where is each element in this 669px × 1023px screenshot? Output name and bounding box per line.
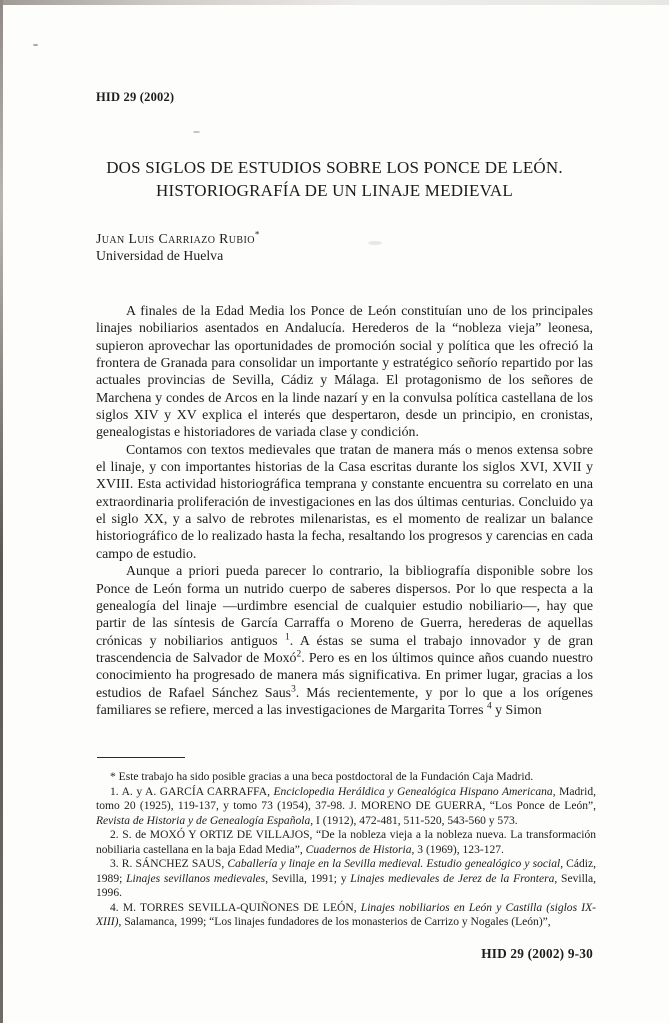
footnote-1: 1. A. y A. GARCÍA CARRAFFA, Enciclopedia Heráldica y Genealógica Hispano Americana, Madrid, tomo 20 (1925), 119-137, y tomo 73 (1954), 37-98. J. MORENO DE GUERRA, “Los Ponce de León”, Revista de Historia y de Genealogía Española, I (1912), 472-481, 511-520, 543-560 y 573. [96,785,596,827]
footnote-4: 4. M. TORRES SEVILLA-QUIÑONES DE LEÓN, Linajes nobiliarios en León y Castilla (siglos IX-XIII), Salamanca, 1999; “Los linajes fundadores de los monasterios de Carrizo y Nogales (León)”, [96,901,596,929]
scan-artifact [33,44,38,46]
body-paragraph-3: Aunque a priori pueda parecer lo contrario, la bibliografía disponible sobre los Ponce de León forma un nutrido cuerpo de saberes dispersos. Por lo que respecta a la genealogía del linaje —urdimbre esencial de cualquier estudio nobiliario—, hay que partir de las síntesis de García Carraffa o Moreno de Guerra, herederas de aquellas crónicas y nobiliarios antiguos $^1$. A éstas se suma el trabajo innovador y de gran trascendencia de Salvador de Moxó$^2$. Pero es en los últimos quince años cuando nuestro conocimiento ha progresado de manera más significativa. En primer lugar, gracias a los estudios de Rafael Sánchez Saus$^3$. Más recientemente, y por lo que a los orígenes familiares se refiere, merced a las investigaciones de Margarita Torres $^4$ y Simon [96,563,594,717]
page-footer: HID 29 (2002) 9-30 [481,946,593,961]
author-name [96,231,260,248]
author-affiliation: Universidad de Huelva [96,247,224,263]
footnotes-block [96,770,596,930]
scan-edge-top [0,0,669,5]
footnote-2: 2. S. de MOXÓ Y ORTIZ DE VILLAJOS, “De la nobleza vieja a la nobleza nueva. La transformación nobiliaria castellana en la baja Edad Media”, Cuadernos de Historia, 3 (1969), 123-127. [96,829,596,856]
body-paragraph-2: Contamos con textos medievales que tratan de manera más o menos extensa sobre el linaje, y con importantes historias de la Casa escritas durante los siglos XVI, XVII y XVIII. Esta actividad historiográfica temprana y constante encuentra su correlato en una extraordinaria proliferación de investigaciones en las dos últimas centurias. Concluido ya el siglo XX, y a salvo de rebrotes milenaristas, es el momento de realizar un balance historiográfico de lo realizado hasta la fecha, resaltando los progresos y carencias en cada campo de estudio. [96,441,593,561]
running-header: HID 29 (2002) [96,90,175,104]
scan-edge-left [0,0,3,1023]
article-title [0,157,669,202]
article-title-line1: DOS SIGLOS DE ESTUDIOS SOBRE LOS PONCE DE LEÓN. [106,158,563,177]
footnote-asterisk: * Este trabajo ha sido posible gracias a una beca postdoctoral de la Fundación Caja Madrid. [110,771,534,783]
body-paragraph-1: A finales de la Edad Media los Ponce de León constituían uno de los principales linajes nobiliarios asentados en Andalucía. Herederos de la “nobleza vieja” leonesa, supieron aprovechar las oportunidades de promoción social y política que les ofreció la frontera de Granada para consolidar un importante y estratégico señorío repartido por las actuales provincias de Sevilla, Cádiz y Málaga. El protagonismo de los señores de Marchena y condes de Arcos en la linde nazarí y en la convulsa política castellana de los siglos XIV y XV explica el interés que despertaron, desde un principio, en cronistas, genealogistas e historiadores de variada clase y condición. [96,303,593,440]
article-body [96,302,593,718]
author-block [96,231,260,264]
footnote-separator [97,757,185,758]
article-title-line2: HISTORIOGRAFÍA DE UN LINAJE MEDIEVAL [156,180,513,200]
scan-artifact [193,131,200,133]
scan-artifact [368,241,382,245]
footnote-3: 3. R. SÁNCHEZ SAUS, Caballería y linaje en la Sevilla medieval. Estudio genealógico y social, Cádiz, 1989; Linajes sevillanos medievales, Sevilla, 1991; y Linajes medievales de Jerez de la Frontera, Sevilla, 1996. [96,858,597,900]
author-name-text: Juan Luis Carriazo Rubio [96,231,255,246]
author-note-marker: * [254,229,260,240]
